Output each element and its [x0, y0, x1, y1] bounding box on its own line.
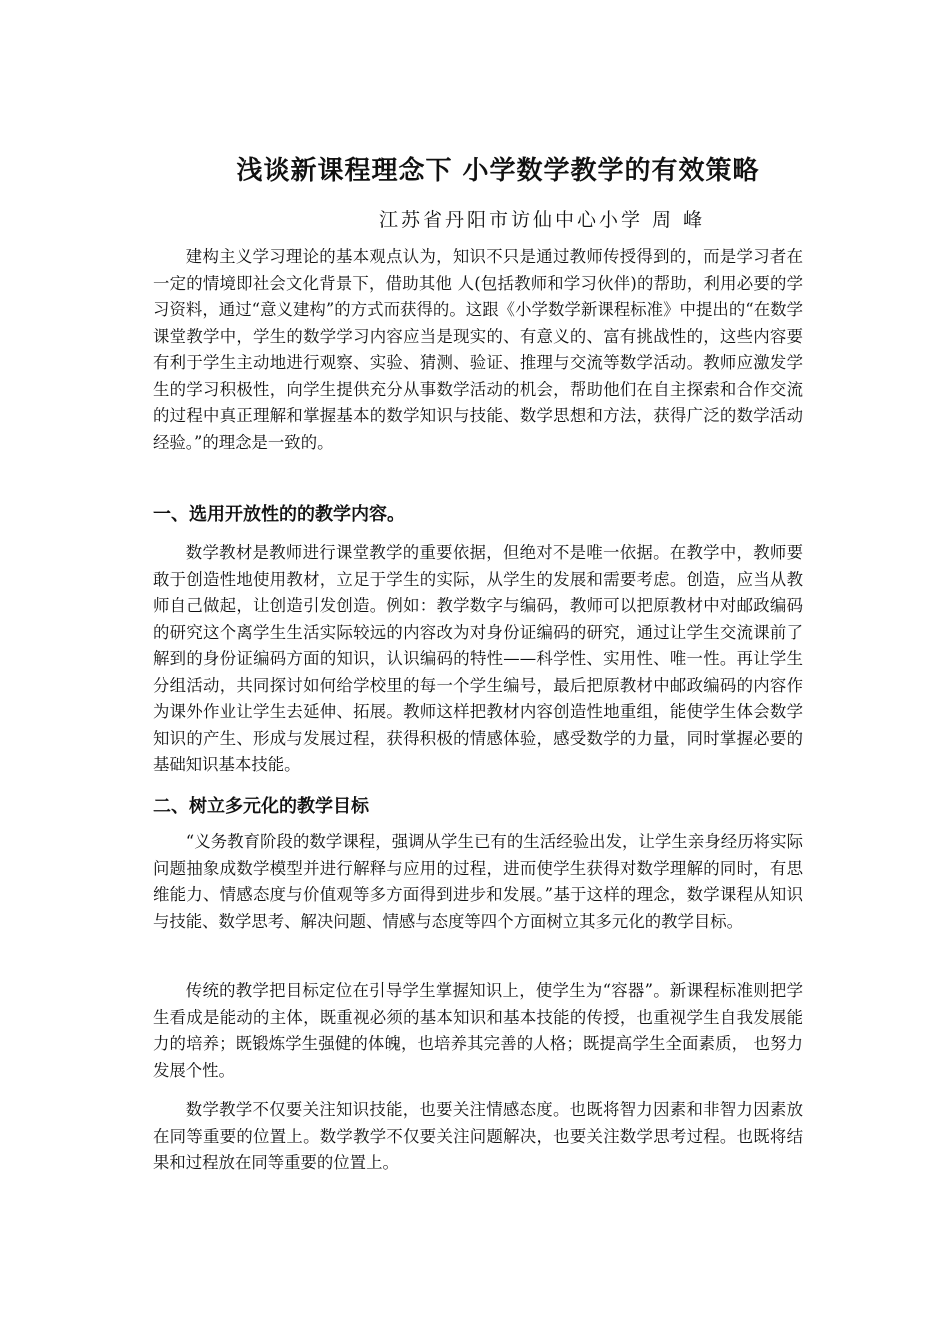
- section-1-paragraph: 数学教材是教师进行课堂教学的重要依据，但绝对不是唯一依据。在教学中，教师要敢于创造性地使用教材，立足于学生的实际，从学生的发展和需要考虑。创造，应当从教师自己做起，让创造引发创造。例如：教学数字与编码，教师可以把原教材中对邮政编码的研究这个离学生生活实际较远的内容改为对身份证编码的研究，通过让学生交流课前了解到的身份证编码方面的知识，认识编码的特性——科学性、实用性、唯一性。再让学生分组活动，共同探讨如何给学校里的每一个学生编号，最后把原教材中邮政编码的内容作为课外作业让学生去延伸、拓展。教师这样把教材内容创造性地重组，能使学生体会数学知识的产生、形成与发展过程，获得积极的情感体验，感受数学的力量，同时掌握必要的基础知识基本技能。: [153, 543, 803, 774]
- section-2-paragraph-3: 数学教学不仅要关注知识技能，也要关注情感态度。也既将智力因素和非智力因素放在同等重要的位置上。数学教学不仅要关注问题解决，也要关注数学思考过程。也既将结果和过程放在同等重要的位置上。: [153, 1100, 803, 1172]
- document-title: 浅谈新课程理念下 小学数学教学的有效策略: [236, 156, 760, 186]
- section-2-paragraph-1: “义务教育阶段的数学课程，强调从学生已有的生活经验出发，让学生亲身经历将实际问题抽象成数学模型并进行解释与应用的过程，进而使学生获得对数学理解的同时，有思维能力、情感态度与价值观等多方面得到进步和发展。”基于这样的理念，数学课程从知识与技能、数学思考、解决问题、情感与态度等四个方面树立其多元化的教学目标。: [153, 832, 803, 931]
- section-1-heading: 一、选用开放性的的教学内容。: [153, 504, 405, 525]
- author-line: 江苏省丹阳市访仙中心小学 周 峰: [379, 209, 706, 231]
- section-2-paragraph-2: 传统的教学把目标定位在引导学生掌握知识上，使学生为“容器”。新课程标准则把学生看成是能动的主体，既重视必须的基本知识和基本技能的传授，也重视学生自我发展能力的培养；既锻炼学生强健的体魄，也培养其完善的人格；既提高学生全面素质， 也努力发展个性。: [153, 981, 803, 1080]
- section-2-heading: 二、树立多元化的教学目标: [153, 796, 369, 817]
- intro-paragraph: 建构主义学习理论的基本观点认为，知识不只是通过教师传授得到的，而是学习者在一定的情境即社会文化背景下，借助其他 人(包括教师和学习伙伴)的帮助，利用必要的学习资料，通过“意义建构”的方式而获得的。这跟《小学数学新课程标准》中提出的“在数学课堂教学中，学生的数学学习内容应当是现实的、有意义的、富有挑战性的，这些内容要有利于学生主动地进行观察、实验、猜测、验证、推理与交流等数学活动。教师应激发学生的学习积极性，向学生提供充分从事数学活动的机会，帮助他们在自主探索和合作交流的过程中真正理解和掌握基本的数学知识与技能、数学思想和方法，获得广泛的数学活动经验。”的理念是一致的。: [153, 247, 803, 452]
